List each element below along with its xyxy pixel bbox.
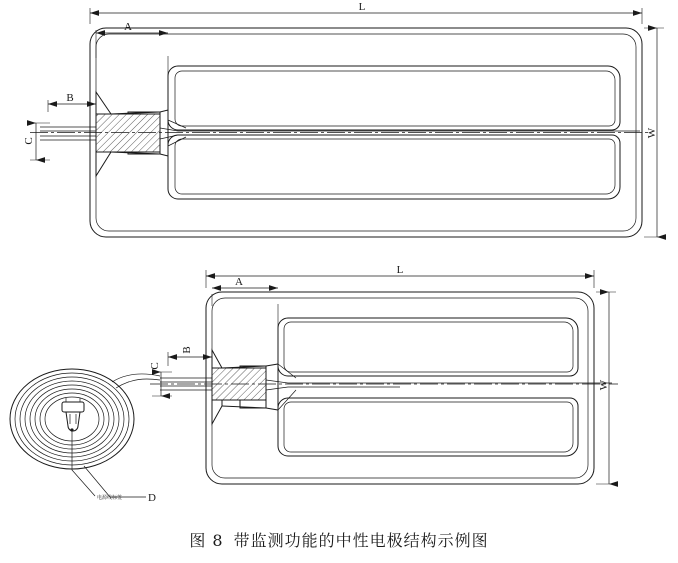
figure-caption-number: 图 8 [189,531,224,550]
label-top-W: W [646,127,658,139]
top-view-cable-leads [40,127,96,140]
label-bottom-C: C [149,362,161,370]
label-top-L: L [358,1,366,13]
bottom-view [10,270,618,497]
label-bottom-A: A [235,276,243,288]
power-cord-label-text: 电源线标签 [97,495,123,501]
top-view-connector-block [96,114,160,152]
figure-caption [0,528,678,551]
label-top-A: A [124,21,132,33]
label-top-C: C [23,137,35,145]
cable-connector-plug [62,398,84,431]
top-view [30,8,664,237]
label-top-B: B [66,92,74,104]
label-bottom-D: D [148,492,156,504]
figure-caption-text: 带监测功能的中性电极结构示例图 [233,531,489,550]
label-bottom-B: B [181,346,193,354]
label-bottom-L: L [396,264,404,276]
coil-dim-D-leader [84,466,146,497]
cable-coil [10,369,160,497]
label-bottom-W: W [598,379,610,391]
top-view-dim-L [90,8,642,24]
